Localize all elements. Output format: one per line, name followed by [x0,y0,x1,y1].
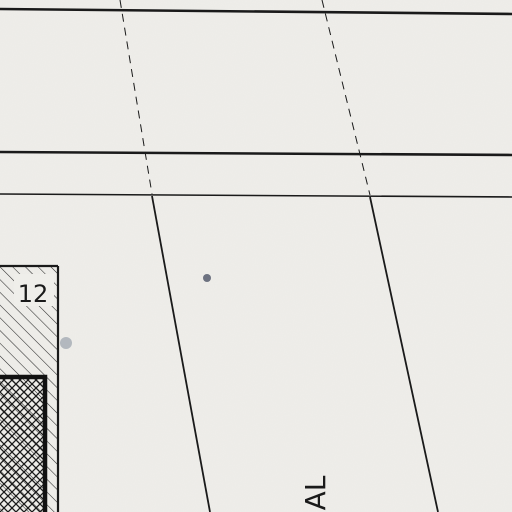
street-label: AL [299,475,332,511]
building [0,377,45,512]
ink-dot [203,274,211,282]
building-hatch-fill [0,377,45,512]
parcel-number: 12 [17,280,49,308]
ink-smudge [60,337,72,349]
